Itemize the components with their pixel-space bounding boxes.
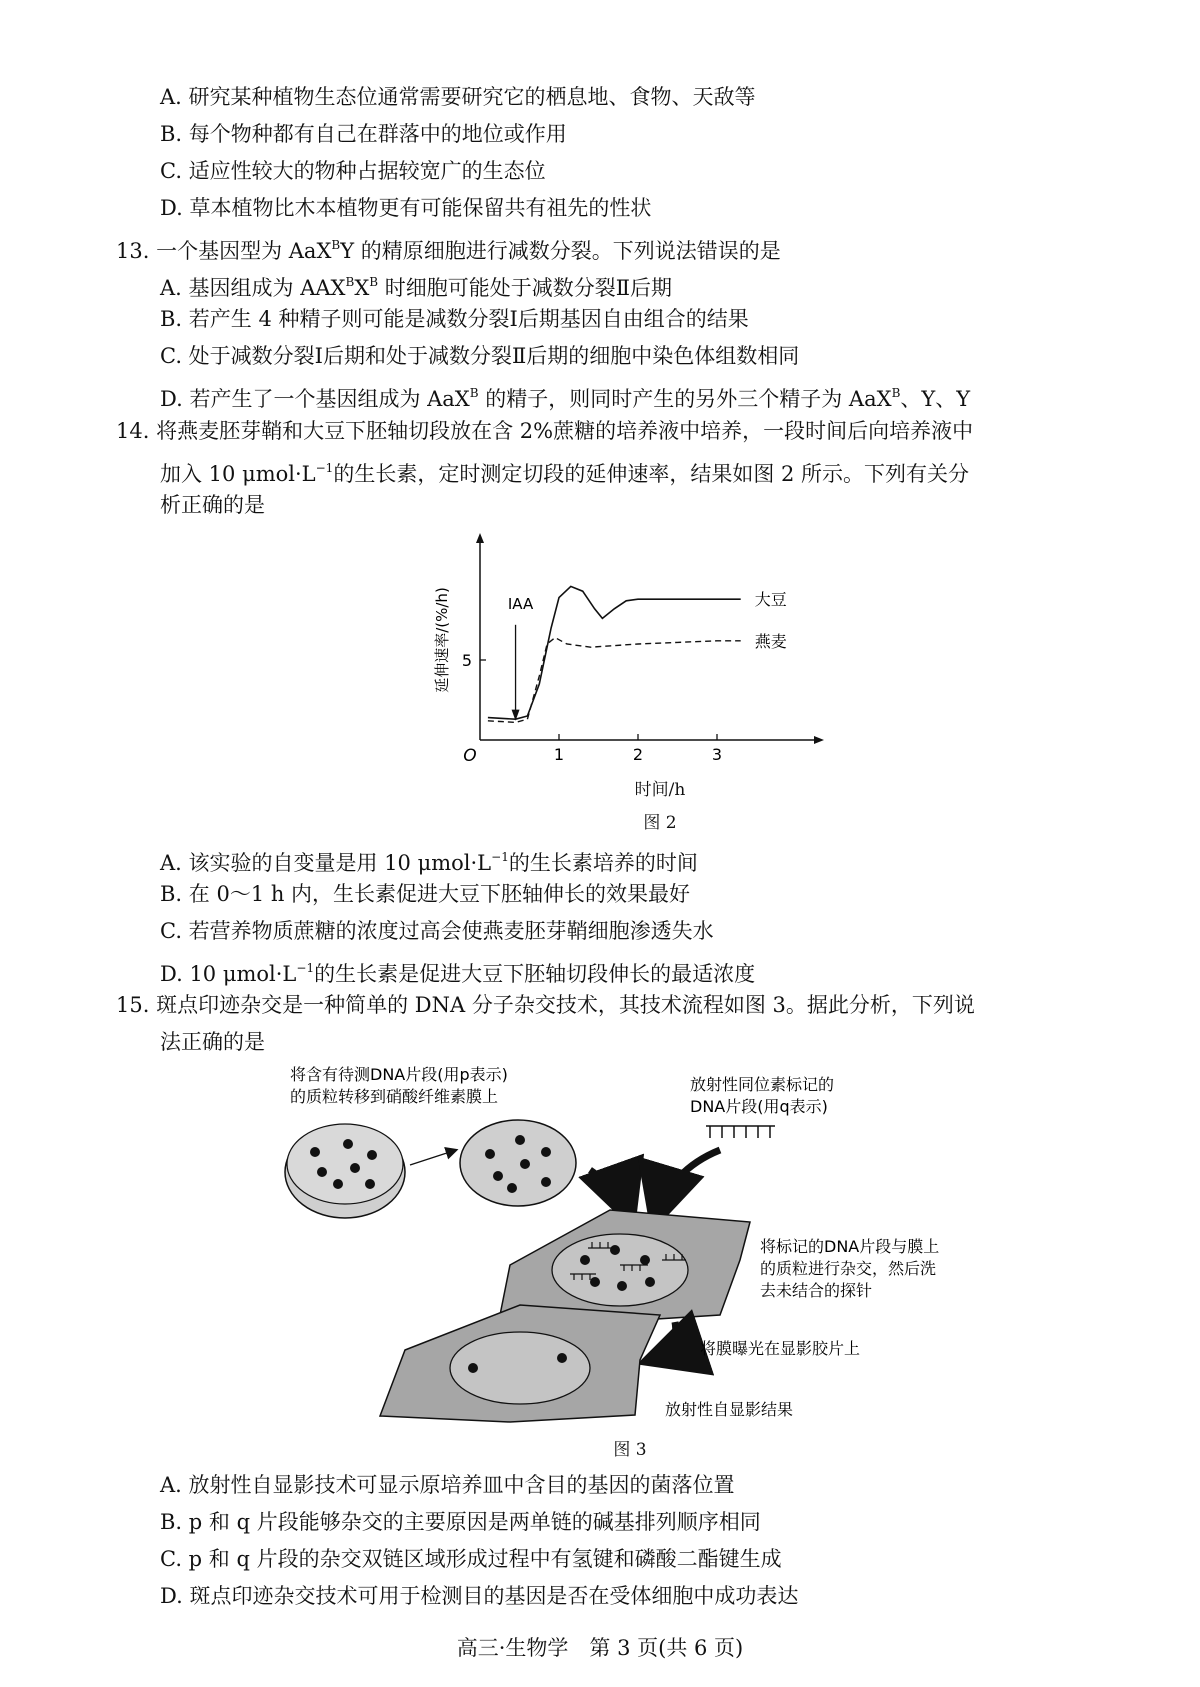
q14-option-a (160, 842, 698, 878)
q13-a-part1: A. 基因组成为 AAX (160, 276, 346, 300)
origin-label: O (463, 746, 477, 766)
q14-stem-line1 (116, 416, 973, 446)
q13-number: 13. (116, 239, 150, 263)
q13-d-sup1: B (469, 386, 479, 400)
q13-stem-text: 一个基因型为 AaX (156, 239, 332, 263)
q12-option-d: D. 草本植物比木本植物更有可能保留共有祖先的性状 (160, 196, 652, 220)
q14-stem-line2 (160, 453, 969, 489)
q13-stem (116, 230, 781, 266)
y-axis-arrow (476, 533, 484, 543)
figure2-chart (420, 525, 850, 770)
q14-d-part1: D. 10 μmol·L (160, 962, 297, 986)
q14-stem-text-2a: 加入 10 μmol·L (160, 462, 316, 486)
q13-stem-sup: B (331, 238, 341, 252)
q14-d-sup: −1 (296, 961, 315, 975)
q13-stem-text-2: Y 的精原细胞进行减数分裂。下列说法错误的是 (340, 239, 781, 263)
figure2-xlabel: 时间/h (634, 780, 686, 800)
chart-root (433, 533, 824, 766)
figure3-caption: 图 3 (613, 1440, 647, 1460)
q13-option-d (160, 378, 970, 414)
x-axis-arrow (814, 736, 824, 744)
series-label-soy: 大豆 (754, 590, 787, 610)
q15-number: 15. (116, 993, 150, 1017)
q13-option-c: C. 处于减数分裂Ⅰ后期和处于减数分裂Ⅱ后期的细胞中染色体组数相同 (160, 344, 800, 368)
q12-option-c: C. 适应性较大的物种占据较宽广的生态位 (160, 159, 546, 183)
x-tick-label-1: 1 (553, 745, 565, 764)
q14-option-b: B. 在 0～1 h 内，生长素促进大豆下胚轴伸长的效果最好 (160, 882, 691, 906)
q13-d-part2: 的精子，则同时产生的另外三个精子为 AaX (478, 387, 892, 411)
q15-option-a: A. 放射性自显影技术可显示原培养皿中含目的基因的菌落位置 (160, 1473, 735, 1497)
x-tick-label-3: 3 (711, 745, 723, 764)
q15-stem-text-1: 斑点印迹杂交是一种简单的 DNA 分子杂交技术，其技术流程如图 3。据此分析，下列说 (156, 993, 975, 1017)
q14-stem-text-2b: 的生长素，定时测定切段的延伸速率，结果如图 2 所示。下列有关分 (333, 462, 970, 486)
q15-option-d: D. 斑点印迹杂交技术可用于检测目的基因是否在受体细胞中成功表达 (160, 1584, 799, 1608)
x-tick-label-2: 2 (632, 745, 644, 764)
q15-stem-line1 (116, 990, 975, 1020)
q13-a-part2: X (354, 276, 370, 300)
q13-a-sup2: B (369, 275, 379, 289)
q13-option-a (160, 267, 672, 303)
q15-option-c: C. p 和 q 片段的杂交双链区域形成过程中有氢键和磷酸二酯键生成 (160, 1547, 782, 1571)
page-footer: 高三·生物学 第 3 页(共 6 页) (456, 1636, 744, 1660)
q14-stem-text-1: 将燕麦胚芽鞘和大豆下胚轴切段放在含 2%蔗糖的培养液中培养，一段时间后向培养液中 (156, 419, 974, 443)
q15-stem-line2: 法正确的是 (160, 1030, 265, 1054)
series-label-oat: 燕麦 (754, 631, 787, 651)
membrane (460, 1120, 576, 1206)
q14-a-sup: −1 (491, 850, 509, 864)
q13-option-b: B. 若产生 4 种精子则可能是减数分裂Ⅰ后期基因自由组合的结果 (160, 307, 749, 331)
arrow-to-membrane (410, 1150, 456, 1165)
series-line-oat (488, 638, 741, 723)
y-tick-label-5: 5 (461, 651, 472, 670)
q12-option-b: B. 每个物种都有自己在群落中的地位或作用 (160, 122, 567, 146)
arrow-probe-to-hybrid (655, 1150, 720, 1220)
petri-dish (285, 1124, 405, 1218)
probe-q (706, 1126, 775, 1138)
label-probe-2: DNA片段(用q表示) (690, 1097, 828, 1116)
q14-stem-line3: 析正确的是 (160, 493, 265, 517)
q13-a-sup1: B (345, 275, 355, 289)
label-probe-1: 放射性同位素标记的 (690, 1075, 835, 1094)
label-transfer-2: 的质粒转移到硝酸纤维素膜上 (290, 1087, 499, 1106)
label-expose: 将膜曝光在显影胶片上 (700, 1339, 861, 1358)
figure2-caption: 图 2 (643, 813, 677, 833)
y-axis-label: 延伸速率/(%/h) (433, 587, 451, 693)
label-transfer-1: 将含有待测DNA片段(用p表示) (290, 1065, 508, 1084)
q14-option-d (160, 953, 755, 989)
hybridization-sheet (500, 1210, 750, 1322)
q14-option-c: C. 若营养物质蔗糖的浓度过高会使燕麦胚芽鞘细胞渗透失水 (160, 919, 714, 943)
label-hybrid-3: 去未结合的探针 (760, 1281, 873, 1300)
q15-option-b: B. p 和 q 片段能够杂交的主要原因是两单链的碱基排列顺序相同 (160, 1510, 761, 1534)
q12-option-a: A. 研究某种植物生态位通常需要研究它的栖息地、食物、天敌等 (160, 85, 756, 109)
q14-d-part2: 的生长素是促进大豆下胚轴切段伸长的最适浓度 (314, 962, 756, 986)
label-hybrid-2: 的质粒进行杂交，然后洗 (760, 1259, 937, 1278)
q14-a-part1: A. 该实验的自变量是用 10 μmol·L (160, 851, 492, 875)
q14-number: 14. (116, 419, 150, 443)
label-result: 放射性自显影结果 (665, 1400, 794, 1419)
q14-a-part2: 的生长素培养的时间 (508, 851, 698, 875)
figure3-diagram (270, 1060, 950, 1425)
q13-d-sup2: B (891, 386, 901, 400)
q13-a-part3: 时细胞可能处于减数分裂Ⅱ后期 (378, 276, 673, 300)
q13-d-part1: D. 若产生了一个基因组成为 AaX (160, 387, 470, 411)
label-hybrid-1: 将标记的DNA片段与膜上 (760, 1237, 940, 1256)
iaa-label: IAA (507, 594, 534, 613)
q13-d-part3: 、Y、Y (900, 387, 971, 411)
result-sheet (380, 1305, 660, 1422)
q14-stem-sup: −1 (315, 461, 334, 475)
